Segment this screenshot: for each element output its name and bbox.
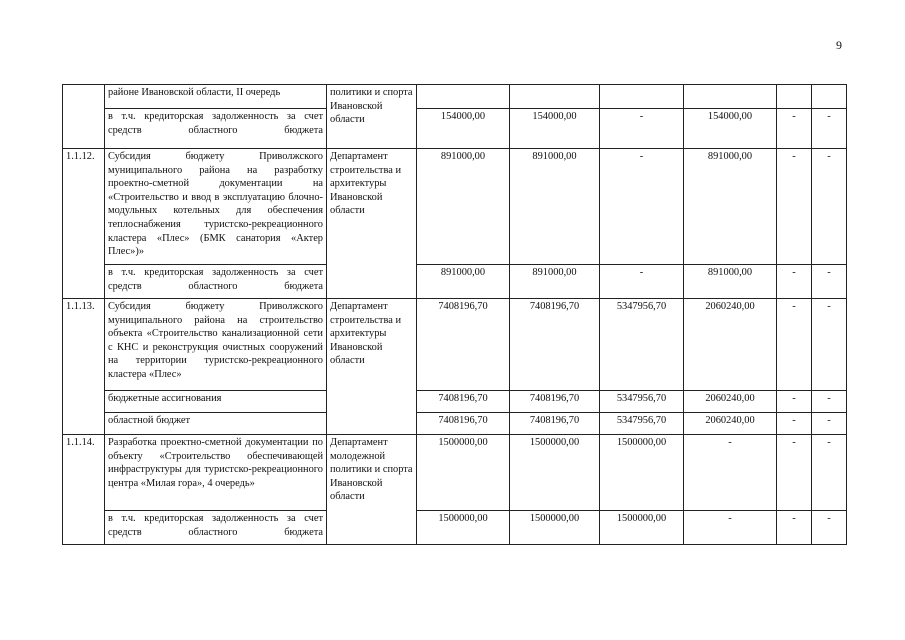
amount-cell: 1500000,00 xyxy=(600,435,684,511)
page-number: 9 xyxy=(836,38,842,52)
amount-cell: 891000,00 xyxy=(417,149,510,265)
table-row xyxy=(63,391,847,413)
row-description: в т.ч. кредиторская задолженность за счет средств областного бюджета xyxy=(105,109,327,149)
row-description: Субсидия бюджету Приволжского муниципального района на строительство объекта «Строительство канализационной сети с КНС и реконструкция очистных сооружений на территории туристско-рекреационного кластера «Плес» xyxy=(105,299,327,391)
row-code xyxy=(63,85,105,149)
row-description: в т.ч. кредиторская задолженность за счет средств областного бюджета xyxy=(105,511,327,545)
amount-cell: - xyxy=(600,109,684,149)
amount-cell: 7408196,70 xyxy=(510,391,600,413)
amount-cell: - xyxy=(812,413,847,435)
row-code: 1.1.14. xyxy=(63,435,105,545)
row-code: 1.1.12. xyxy=(63,149,105,299)
amount-cell: - xyxy=(812,109,847,149)
amount-cell: - xyxy=(812,265,847,299)
table-row xyxy=(63,149,847,265)
row-description: бюджетные ассигнования xyxy=(105,391,327,413)
amount-cell: 5347956,70 xyxy=(600,391,684,413)
row-description: в т.ч. кредиторская задолженность за счет средств областного бюджета xyxy=(105,265,327,299)
amount-cell: 7408196,70 xyxy=(417,299,510,391)
amount-cell: 2060240,00 xyxy=(684,299,777,391)
table-row xyxy=(63,299,847,391)
amount-cell: - xyxy=(600,149,684,265)
amount-cell: - xyxy=(777,149,812,265)
amount-cell: 7408196,70 xyxy=(417,413,510,435)
table-row xyxy=(63,435,847,511)
amount-cell: 891000,00 xyxy=(684,149,777,265)
row-description: Разработка проектно-сметной документации по объекту «Строительство обеспечивающей инфраструктуры для туристско-рекреационного центра «Милая гора», 4 очередь» xyxy=(105,435,327,511)
amount-cell: - xyxy=(777,109,812,149)
amount-cell xyxy=(417,85,510,109)
amount-cell: 1500000,00 xyxy=(600,511,684,545)
amount-cell xyxy=(812,85,847,109)
amount-cell: 7408196,70 xyxy=(510,299,600,391)
amount-cell: - xyxy=(684,435,777,511)
amount-cell: - xyxy=(684,511,777,545)
amount-cell: - xyxy=(777,511,812,545)
table-row xyxy=(63,109,847,149)
amount-cell: 154000,00 xyxy=(417,109,510,149)
amount-cell: 154000,00 xyxy=(510,109,600,149)
amount-cell: - xyxy=(812,149,847,265)
amount-cell: 5347956,70 xyxy=(600,413,684,435)
amount-cell: 1500000,00 xyxy=(417,511,510,545)
amount-cell xyxy=(684,85,777,109)
amount-cell: - xyxy=(777,413,812,435)
amount-cell: 5347956,70 xyxy=(600,299,684,391)
amount-cell: - xyxy=(777,435,812,511)
row-department: Департамент молодежной политики и спорта Ивановской области xyxy=(327,435,417,545)
amount-cell: 891000,00 xyxy=(510,265,600,299)
amount-cell: 891000,00 xyxy=(417,265,510,299)
amount-cell: - xyxy=(812,435,847,511)
amount-cell: 2060240,00 xyxy=(684,391,777,413)
amount-cell: - xyxy=(600,265,684,299)
amount-cell: - xyxy=(777,299,812,391)
amount-cell: 891000,00 xyxy=(510,149,600,265)
amount-cell: 154000,00 xyxy=(684,109,777,149)
amount-cell: - xyxy=(812,391,847,413)
amount-cell xyxy=(777,85,812,109)
amount-cell: 7408196,70 xyxy=(510,413,600,435)
row-description: районе Ивановской области, II очередь xyxy=(105,85,327,109)
amount-cell: 1500000,00 xyxy=(510,511,600,545)
amount-cell: 891000,00 xyxy=(684,265,777,299)
amount-cell: - xyxy=(777,265,812,299)
amount-cell: - xyxy=(812,299,847,391)
amount-cell: 2060240,00 xyxy=(684,413,777,435)
amount-cell xyxy=(510,85,600,109)
row-department: Департамент строительства и архитектуры Ивановской области xyxy=(327,299,417,435)
row-description: Субсидия бюджету Приволжского муниципального района на разработку проектно-сметной документации на «Строительство и ввод в эксплуатацию блочно-модульных котельных для обеспечения теплоснабжения туристско-рекреационного кластера «Плес» (БМК санатория «Актер Плес»)» xyxy=(105,149,327,265)
amount-cell: 7408196,70 xyxy=(417,391,510,413)
row-description: областной бюджет xyxy=(105,413,327,435)
amount-cell: - xyxy=(777,391,812,413)
amount-cell: 1500000,00 xyxy=(510,435,600,511)
row-department: Департамент строительства и архитектуры Ивановской области xyxy=(327,149,417,299)
table-row xyxy=(63,511,847,545)
amount-cell xyxy=(600,85,684,109)
row-code: 1.1.13. xyxy=(63,299,105,435)
amount-cell: - xyxy=(812,511,847,545)
table-row xyxy=(63,265,847,299)
amount-cell: 1500000,00 xyxy=(417,435,510,511)
row-department: политики и спорта Ивановской области xyxy=(327,85,417,149)
budget-table xyxy=(62,84,847,545)
table-row xyxy=(63,85,847,109)
table-row xyxy=(63,413,847,435)
